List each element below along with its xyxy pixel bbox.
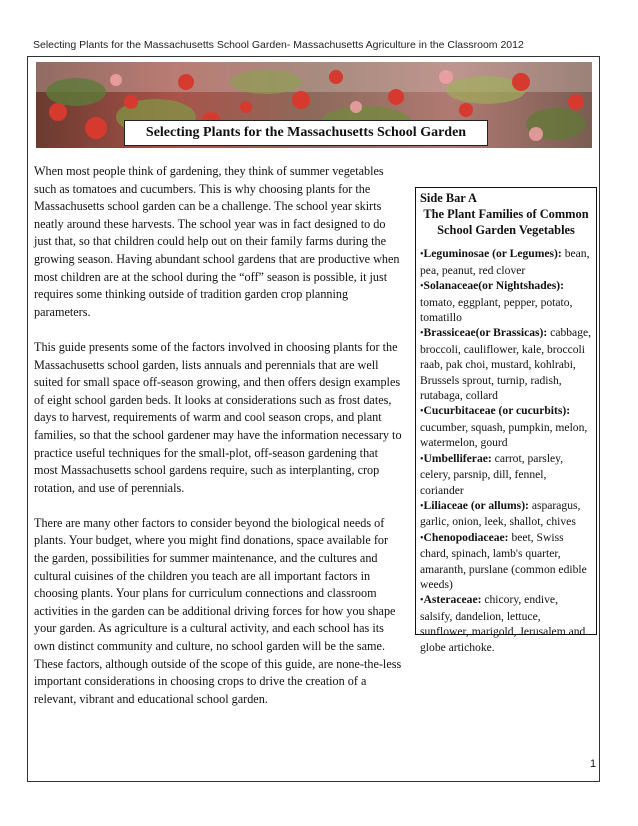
family-name: Liliaceae (or allums): [423, 498, 529, 512]
sidebar-item [420, 246, 592, 278]
sidebar-item [420, 325, 592, 403]
family-name: Umbelliferae: [423, 451, 492, 465]
family-name: Brassiceae(or Brassicas): [423, 326, 548, 340]
sidebar-item [420, 403, 592, 450]
bullet-icon: • [420, 500, 424, 512]
page-title: Selecting Plants for the Massachusetts School Garden [124, 120, 488, 146]
family-name: Asteraceae: [423, 593, 482, 607]
family-plants: tomato, eggplant, pepper, potato, tomatillo [420, 295, 573, 325]
family-plants: beet, Swiss chard, spinach, lamb's quarter, amaranth, purslane (common edible weeds) [420, 530, 587, 591]
bullet-icon: • [420, 281, 424, 293]
sidebar-item [420, 592, 592, 655]
bullet-icon: • [420, 328, 424, 340]
sidebar-item [420, 278, 592, 325]
running-header: Selecting Plants for the Massachusetts School Garden- Massachusetts Agriculture in the Classroom 2012 [33, 39, 524, 51]
family-plants: bean, pea, peanut, red clover [420, 247, 590, 277]
family-plants: asparagus, garlic, onion, leek, shallot, chives [420, 498, 581, 529]
paragraph: This guide presents some of the factors involved in choosing plants for the Massachusetts school garden, lists annuals and perennials that are well suited for small space off-season growing, and then offers design examples of eight school garden beds. It looks at considerations such as frost dates, days to harvest, requirements of warm and cool season crops, and plant families, so that the school gardener may have the information necessary to practice useful techniques for the small-plot, off-season gardening that most Massachusetts school gardens require, such as interplanting, crop rotation, and use of perennials. [34, 339, 402, 495]
bullet-icon: • [420, 595, 424, 607]
sidebar-label: Side Bar A [420, 191, 477, 205]
bullet-icon: • [420, 453, 424, 465]
paragraph: There are many other factors to consider beyond the biological needs of plants. Your budget, where you might find donations, space available for the garden, possibilities for summer maintenance, and the cultures and cultural cuisines of the children you teach are all important factors in choosing plants. Your plans for curriculum connections and classroom activities in the garden can be additional driving forces for how you shape your garden. As agriculture is a cultural activity, and each school has its own distinct community and culture, no school garden will be the same. These factors, although outside of the scope of this guide, are none-the-less important considerations in choosing crops to drive the creation of a relevant, vibrant and educational school garden. [34, 515, 402, 706]
paragraph: When most people think of gardening, they think of summer vegetables such as tomatoes and cucumbers. This is why choosing plants for the Massachusetts school garden can be a challenge. The school year skirts neatly around these harvests. The school year was in fact designed to do just that, so that children could help out on their family farms during the growing season. Having abundant school gardens that are productive when most children are at the school during the “off” season is possible, it just requires some thinking outside of tradition garden crop planning parameters. [34, 164, 400, 319]
sidebar-item [420, 530, 592, 593]
family-name: Solanaceae(or Nightshades): [423, 279, 565, 293]
sidebar-plant-families [415, 187, 597, 654]
bullet-icon: • [420, 532, 424, 544]
sidebar-item [420, 498, 592, 530]
sidebar-title: The Plant Families of Common School Garden Vegetables [423, 207, 589, 238]
bullet-icon: • [420, 406, 424, 418]
bullet-icon: • [420, 249, 424, 261]
family-name: Cucurbitaceae (or cucurbits): [423, 404, 571, 418]
family-plants: cucumber, squash, pumpkin, melon, watermelon, gourd [420, 420, 588, 450]
family-name: Chenopodiaceae: [423, 530, 509, 544]
family-plants: chicory, endive, salsify, dandelion, lettuce, sunflower, marigold, Jerusalem and globe artichoke. [420, 593, 586, 654]
page-number: 1 [590, 758, 597, 770]
family-plants: cabbage, broccoli, cauliflower, kale, broccoli raab, pak choi, mustard, kohlrabi, Brussels sprout, turnip, radish, rutabaga, collard [420, 326, 592, 403]
body-text [34, 163, 404, 726]
sidebar-item [420, 451, 592, 498]
family-name: Leguminosae (or Legumes): [423, 247, 562, 261]
family-plants: carrot, parsley, celery, parsnip, dill, fennel, coriander [420, 451, 564, 497]
